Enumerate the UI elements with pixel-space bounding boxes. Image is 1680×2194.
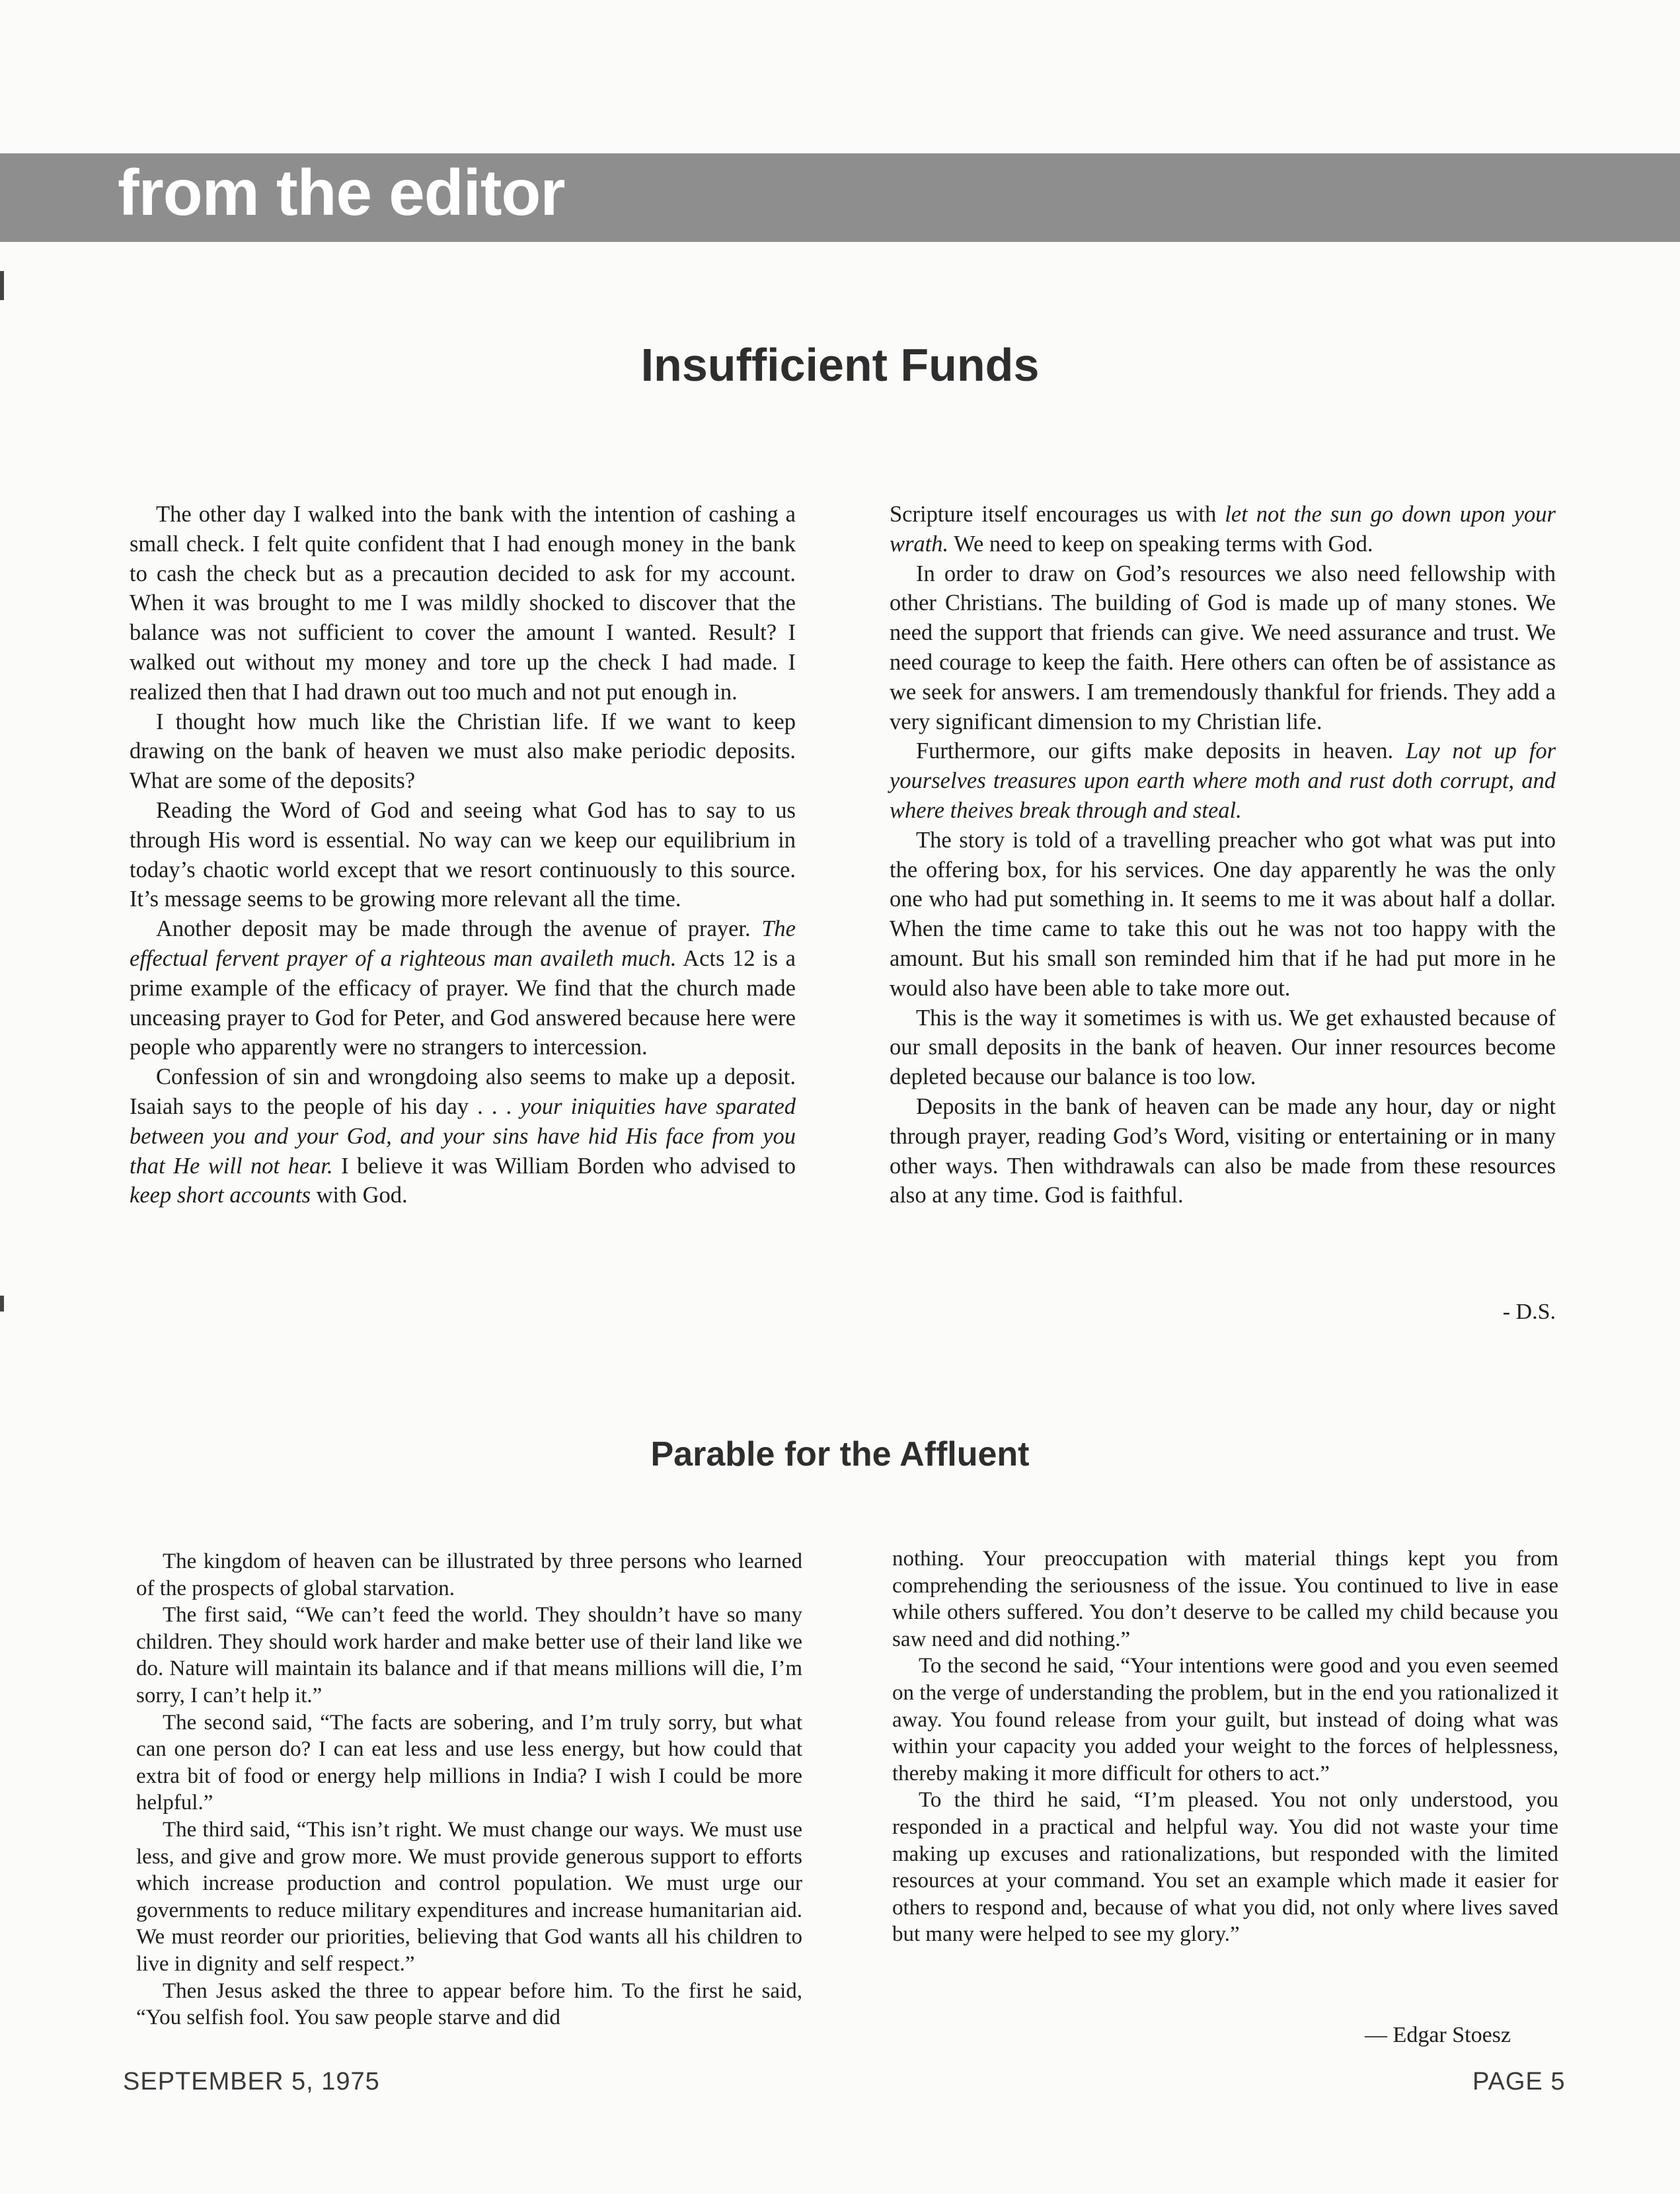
paragraph bbox=[130, 914, 796, 1062]
paragraph bbox=[892, 1787, 1558, 1948]
paragraph bbox=[130, 500, 796, 707]
paragraph bbox=[892, 1546, 1558, 1653]
text-run: The third said, “This isn’t right. We must change our ways. We must use less, and give and grow more. We must provide generous support to efforts which increase production and control population. We must urge our governments to reduce military expenditures and increase humanitarian aid. We must reorder our priorities, believing that God wants all his children to live in dignity and self respect.” bbox=[136, 1817, 802, 1976]
footer-date: SEPTEMBER 5, 1975 bbox=[123, 2068, 380, 2096]
article2-left-column bbox=[136, 1548, 802, 2031]
paragraph bbox=[130, 796, 796, 914]
text-run: The story is told of a travelling preacher who got what was put into the offering box, for his services. One day apparently he was the only one who had put something in. It seems to me it was about half a dollar. When the time came to take this out he was not too happy with the amount. But his small son reminded him that if he had put more in he would also have been able to take more out. bbox=[890, 827, 1556, 1001]
paragraph bbox=[890, 559, 1556, 737]
article2-right-column bbox=[892, 1546, 1558, 1948]
paragraph bbox=[136, 1602, 802, 1709]
text-run: Confession of sin and wrongdoing also seems to make up a deposit. Isaiah says to the people of his day . . . bbox=[130, 1064, 796, 1119]
text-run: Acts 12 is a prime example of the efficacy of prayer. We find that the church made unceasing prayer to God for Peter, and God answered because here were people who apparently were no strangers to intercession. bbox=[130, 945, 796, 1060]
italic-quote: keep short accounts bbox=[130, 1183, 311, 1208]
paragraph bbox=[136, 1709, 802, 1817]
text-run: Furthermore, our gifts make deposits in heaven. bbox=[916, 738, 1406, 764]
footer-page-number: PAGE 5 bbox=[1472, 2068, 1566, 2096]
text-run: The second said, “The facts are sobering, and I’m truly sorry, but what can one person do? I can eat less and use less energy, but how could that extra bit of food or energy help millions in India? I wish I could be more helpful.” bbox=[136, 1710, 802, 1815]
section-title: from the editor bbox=[118, 156, 565, 229]
article1-left-column bbox=[130, 500, 796, 1210]
article1-signature: - D.S. bbox=[1502, 1300, 1556, 1324]
article1-right-column bbox=[890, 500, 1556, 1210]
text-run: In order to draw on God’s resources we also need fellowship with other Christians. The building of God is made up of many stones. We need the support that friends can give. We need assurance and trust. We need courage to keep the faith. Here others can often be of assistance as we seek for answers. I am tremendously thankful for friends. They add a very significant dimension to my Christian life. bbox=[890, 561, 1556, 734]
paragraph bbox=[130, 1062, 796, 1210]
text-run: This is the way it sometimes is with us. We get exhausted because of our small deposits in the bank of heaven. Our inner resources become depleted because our balance is too low. bbox=[890, 1005, 1556, 1090]
text-run: Another deposit may be made through the avenue of prayer. bbox=[156, 916, 762, 942]
article2-signature: — Edgar Stoesz bbox=[1365, 2023, 1511, 2047]
text-run: We need to keep on speaking terms with God. bbox=[948, 531, 1373, 557]
paragraph bbox=[136, 1817, 802, 1978]
text-run: I believe it was William Borden who advised to bbox=[332, 1153, 796, 1179]
binding-mark bbox=[0, 1296, 4, 1312]
paragraph bbox=[136, 1978, 802, 2031]
paragraph bbox=[890, 736, 1556, 825]
italic-quote: let not the sun go down upon your wrath. bbox=[890, 502, 1556, 557]
paragraph bbox=[892, 1653, 1558, 1787]
article-title-insufficient-funds: Insufficient Funds bbox=[640, 339, 1040, 391]
text-run: The first said, “We can’t feed the world. They shouldn’t have so many children. They should work harder and make better use of their land like we do. Nature will maintain its balance and if that means millions will die, I’m sorry, I can’t help it.” bbox=[136, 1603, 802, 1707]
italic-quote: your iniquities have sparated between you and your God, and your sins have hid His face from you that He will not hear. bbox=[130, 1093, 796, 1179]
paragraph bbox=[890, 826, 1556, 1003]
paragraph bbox=[890, 1092, 1556, 1210]
paragraph bbox=[136, 1548, 802, 1602]
paragraph bbox=[130, 707, 796, 796]
binding-mark bbox=[0, 271, 4, 300]
text-run: To the second he said, “Your intentions were good and you even seemed on the verge of understanding the problem, but in the end you rationalized it away. You found release from your guilt, but instead of doing what was within your capacity you added your weight to the forces of helplessness, thereby making it more difficult for others to act.” bbox=[892, 1654, 1558, 1785]
text-run: Scripture itself encourages us with bbox=[890, 502, 1225, 527]
text-run: To the third he said, “I’m pleased. You not only understood, you responded in a practical and helpful way. You did not waste your time making up excuses and rationalizations, but responded with the limited resources at your command. You set an example which made it easier for others to respond and, because of what you did, not only where lives saved but many were helped to see my glory.” bbox=[892, 1788, 1558, 1947]
article-title-parable: Parable for the Affluent bbox=[650, 1435, 1030, 1473]
text-run: Reading the Word of God and seeing what God has to say to us through His word is essential. No way can we keep our equilibrium in today’s chaotic world except that we resort continuously to this source. It’s message seems to be growing more relevant all the time. bbox=[130, 797, 796, 912]
text-run: The other day I walked into the bank with the intention of cashing a small check. I felt quite confident that I had enough money in the bank to cash the check but as a precaution decided to ask for my account. When it was brought to me I was mildly shocked to discover that the balance was not sufficient to cover the amount I wanted. Result? I walked out without my money and tore up the check I had made. I realized then that I had drawn out too much and not put enough in. bbox=[130, 502, 796, 705]
italic-quote: Lay not up for yourselves treasures upon earth where moth and rust doth corrupt, and where theives break through and steal. bbox=[890, 738, 1556, 823]
paragraph bbox=[890, 500, 1556, 559]
paragraph bbox=[890, 1003, 1556, 1092]
text-run: Then Jesus asked the three to appear before him. To the first he said, “You selfish fool. You saw people starve and did bbox=[136, 1979, 802, 2030]
text-run: Deposits in the bank of heaven can be made any hour, day or night through prayer, reading God’s Word, visiting or entertaining or in many other ways. Then withdrawals can also be made from these resources also at any time. God is faithful. bbox=[890, 1093, 1556, 1208]
text-run: The kingdom of heaven can be illustrated by three persons who learned of the prospects of global starvation. bbox=[136, 1549, 802, 1600]
text-run: with God. bbox=[311, 1183, 408, 1208]
text-run: nothing. Your preoccupation with material things kept you from comprehending the seriousness of the issue. You continued to live in ease while others suffered. You don’t deserve to be called my child because you saw need and did nothing.” bbox=[892, 1547, 1558, 1651]
italic-quote: The effectual fervent prayer of a righteous man availeth much. bbox=[130, 916, 796, 971]
text-run: I thought how much like the Christian life. If we want to keep drawing on the bank of heaven we must also make periodic deposits. What are some of the deposits? bbox=[130, 709, 796, 794]
